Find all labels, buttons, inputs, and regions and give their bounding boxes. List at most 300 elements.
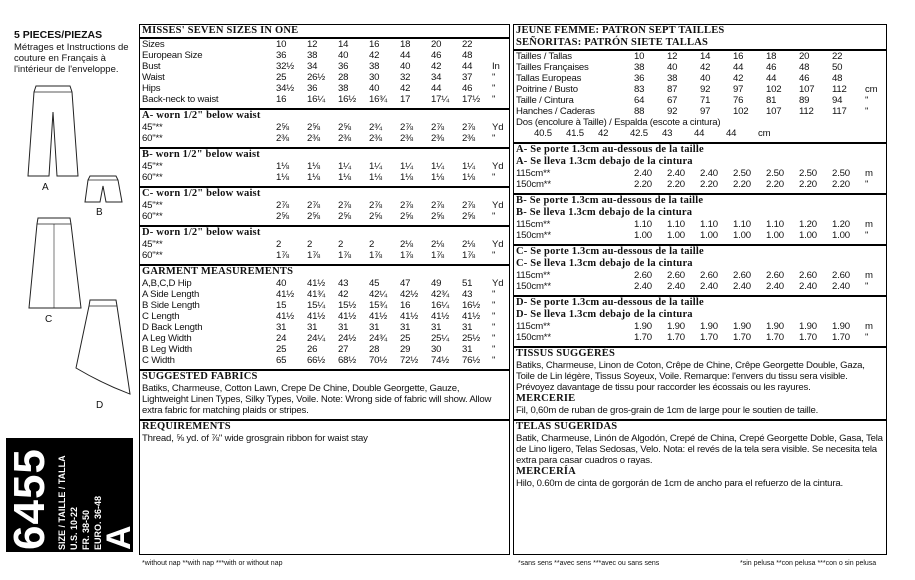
cell: 2⅝ <box>462 211 475 222</box>
cell: 94 <box>832 95 843 106</box>
cell: 31 <box>400 322 411 333</box>
cell: 2.40 <box>832 281 850 292</box>
cell: 1⅞ <box>462 250 475 261</box>
cell: 41½ <box>276 289 295 300</box>
yardage-row <box>514 321 886 332</box>
cell: 26 <box>307 344 318 355</box>
cell: 2.40 <box>634 168 652 179</box>
row-label <box>514 128 534 139</box>
cell: 16½ <box>338 94 357 105</box>
cell: 20 <box>431 39 442 50</box>
row-label: Hanches / Caderas <box>516 106 595 117</box>
cell: 76½ <box>462 355 481 366</box>
cell: m <box>865 219 873 230</box>
row-label: Back-neck to waist <box>142 94 219 105</box>
cell: 42¼ <box>369 289 388 300</box>
requirements-text: Thread, ⅝ yd. of ⅞" wide grosgrain ribbon for waist stay <box>142 433 368 444</box>
cell: " <box>492 133 496 144</box>
tissus-text: Batiks, Charmeuse, Linon de Coton, Crêpe de Chine, Crêpe Georgette Double, Gaza, Toile de Lin légère, Tissus Soyeux, Voile. Remarque: l'envers du tissu sera visible. Prévoyez davantage de tissu pour raccorder les écossais ou les rayures. <box>516 360 865 393</box>
cell: 34½ <box>276 83 295 94</box>
cell: 15½ <box>338 300 357 311</box>
cell: 40 <box>369 83 380 94</box>
cell: 46 <box>462 83 473 94</box>
cell: 1.90 <box>733 321 751 332</box>
view-a-illustration <box>26 84 80 180</box>
cell: 1⅞ <box>276 250 289 261</box>
cell: 25¼ <box>431 333 450 344</box>
cell: 1.90 <box>799 321 817 332</box>
cell: 1⅛ <box>276 172 289 183</box>
cell: 14 <box>338 39 349 50</box>
cell: 42½ <box>400 289 419 300</box>
misses-footnote: *without nap **with nap ***with or without nap <box>142 560 283 567</box>
cell: 18 <box>400 39 411 50</box>
view-d-label: D <box>96 400 104 411</box>
misses-size-chart <box>139 24 510 555</box>
requirements-title: REQUIREMENTS <box>140 419 509 433</box>
cell <box>865 62 885 73</box>
cell: 27 <box>338 344 349 355</box>
cell: 2.20 <box>634 179 652 190</box>
body-measure-row <box>140 72 509 83</box>
cell: 102 <box>766 84 782 95</box>
cell: 1⅞ <box>369 250 382 261</box>
french-footnote: *sans sens **avec sens ***avec ou sans sens <box>518 560 660 567</box>
cell: 41½ <box>338 311 357 322</box>
cell: 44 <box>726 128 737 139</box>
row-label: 115cm** <box>516 219 551 230</box>
cell: 42 <box>733 73 744 84</box>
cell: 2⅞ <box>276 200 289 211</box>
cell: 36 <box>307 83 318 94</box>
row-label: Tailles Françaises <box>516 62 589 73</box>
cell: 1.90 <box>667 321 685 332</box>
view-c-label: C <box>45 314 53 325</box>
cell: 41½ <box>431 311 450 322</box>
garment-row <box>140 300 509 311</box>
cell: 30 <box>369 72 380 83</box>
cell: 76 <box>733 95 744 106</box>
row-label: Hips <box>142 83 161 94</box>
cell: 2.50 <box>799 168 817 179</box>
cell <box>492 50 512 61</box>
cell: 44 <box>462 61 473 72</box>
body-measure-row <box>140 61 509 72</box>
misses-title: MISSES' SEVEN SIZES IN ONE <box>140 25 509 39</box>
cell: " <box>492 355 496 366</box>
cell: 1¼ <box>338 161 351 172</box>
cell: 2⅝ <box>307 211 320 222</box>
cell: 2.40 <box>700 168 718 179</box>
left-panel <box>0 0 140 580</box>
cell: 1.00 <box>700 230 718 241</box>
cell: 2.60 <box>832 270 850 281</box>
cell: " <box>865 281 869 292</box>
telas-text: Batik, Charmeuse, Linón de Algodón, Crepé de China, Crepé Georgette Doble, Gasa, Tela de Lino ligero, Telas Sedosas, Velo. Nota: el revés de la tela sera visible. Se necesita tela extra para casar cuadros o rayas. <box>516 433 883 466</box>
cell: 71 <box>700 95 711 106</box>
garment-row <box>140 322 509 333</box>
yardage-row <box>140 239 509 250</box>
size-euro: EURO. 36-48 <box>93 495 103 550</box>
cell: 46 <box>799 73 810 84</box>
cell: 2⅜ <box>431 133 444 144</box>
cell: 17¼ <box>431 94 450 105</box>
cell: 1¼ <box>431 161 444 172</box>
cell: 40 <box>667 62 678 73</box>
cell: 1¼ <box>369 161 382 172</box>
spanish-title: SEÑORITAS: PATRÓN SIETE TALLAS <box>514 37 886 51</box>
cell: 112 <box>799 106 814 117</box>
cell: 26½ <box>307 72 326 83</box>
cell: 2⅜ <box>307 133 320 144</box>
cell: 34 <box>431 72 442 83</box>
cell: 42.5 <box>630 128 648 139</box>
cell: 2.20 <box>766 179 784 190</box>
cell: 43 <box>662 128 673 139</box>
body-measure-row <box>514 84 886 95</box>
cell: 1.10 <box>634 219 652 230</box>
row-label: 45"** <box>142 122 163 133</box>
cell: 1.00 <box>733 230 751 241</box>
cell: 43 <box>462 289 473 300</box>
cell: 92 <box>700 84 711 95</box>
cell: 41½ <box>369 311 388 322</box>
cell: cm <box>758 128 771 139</box>
row-label: 115cm** <box>516 321 551 332</box>
cell: 1⅛ <box>307 161 320 172</box>
cell: 1.90 <box>832 321 850 332</box>
body-measure-row <box>514 95 886 106</box>
cell: 2.50 <box>733 168 751 179</box>
cell: 2¾ <box>369 122 382 133</box>
cell: 1.90 <box>700 321 718 332</box>
cell: 66½ <box>307 355 326 366</box>
row-label: European Size <box>142 50 203 61</box>
cell: 38 <box>307 50 318 61</box>
cell: 40 <box>338 50 349 61</box>
cell: 2.40 <box>799 281 817 292</box>
cell: Yd <box>492 200 504 211</box>
cell: 1⅞ <box>431 250 444 261</box>
cell: 70½ <box>369 355 388 366</box>
cell: 1⅛ <box>400 172 413 183</box>
cell: 36 <box>338 61 349 72</box>
row-label: A Leg Width <box>142 333 192 344</box>
cell: 102 <box>733 106 749 117</box>
suggested-fabrics-title: SUGGESTED FABRICS <box>140 369 509 383</box>
cell: 1.70 <box>634 332 652 343</box>
yardage-row <box>140 122 509 133</box>
cell: 15¾ <box>369 300 388 311</box>
size-view-letter: A <box>100 525 138 550</box>
cell: 1⅛ <box>462 172 475 183</box>
telas-title: TELAS SUGERIDAS <box>514 419 886 433</box>
cell: 24 <box>276 333 287 344</box>
view-yardage-title-fr: C- Se porte 1.3cm au-dessous de la taille <box>514 244 886 258</box>
merceria-title: MERCERÍA <box>516 466 576 477</box>
cell: 22 <box>832 51 843 62</box>
cell: " <box>492 333 496 344</box>
view-b-illustration <box>84 174 124 206</box>
cell: " <box>492 72 496 83</box>
pattern-number: 6455 <box>5 448 54 550</box>
cell: 25 <box>276 344 287 355</box>
cell: 2⅝ <box>400 211 413 222</box>
cell: 2⅝ <box>276 122 289 133</box>
row-label: A Side Length <box>142 289 200 300</box>
cell: m <box>865 270 873 281</box>
cell: 31 <box>276 322 287 333</box>
cell: 2⅛ <box>431 239 444 250</box>
cell: 10 <box>634 51 645 62</box>
row-label: B Leg Width <box>142 344 193 355</box>
cell: 42 <box>598 128 609 139</box>
cell: 112 <box>832 84 847 95</box>
cell: 1⅛ <box>338 172 351 183</box>
cell: 1.00 <box>766 230 784 241</box>
cell: 36 <box>276 50 287 61</box>
row-label: Tallas Europeas <box>516 73 582 84</box>
cell: 2⅛ <box>400 239 413 250</box>
cell <box>492 39 512 50</box>
cell: 16 <box>276 94 287 105</box>
cell: 87 <box>667 84 678 95</box>
cell: 31 <box>369 322 380 333</box>
yardage-row <box>140 133 509 144</box>
row-label: 115cm** <box>516 168 551 179</box>
cell: Yd <box>492 278 504 289</box>
row-label: Sizes <box>142 39 165 50</box>
cell: 2⅝ <box>369 211 382 222</box>
cell: 12 <box>307 39 318 50</box>
cell: 1.10 <box>733 219 751 230</box>
cell: 42¾ <box>431 289 450 300</box>
cell: 31 <box>462 322 473 333</box>
cell: 64 <box>634 95 645 106</box>
cell: 1⅛ <box>369 172 382 183</box>
cell: 2.20 <box>667 179 685 190</box>
cell: 24¾ <box>369 333 388 344</box>
row-label: Tailles / Tallas <box>516 51 572 62</box>
garment-measurements-title: GARMENT MEASUREMENTS <box>140 264 509 278</box>
cell: " <box>492 344 496 355</box>
cell: 28 <box>369 344 380 355</box>
cell: 2.20 <box>700 179 718 190</box>
cell: 2⅞ <box>369 200 382 211</box>
cell: 42 <box>431 61 442 72</box>
cell: 2⅝ <box>307 122 320 133</box>
cell: 92 <box>667 106 678 117</box>
yardage-row <box>514 281 886 292</box>
cell: " <box>492 250 496 261</box>
cell: 1.10 <box>700 219 718 230</box>
cell: 1.70 <box>667 332 685 343</box>
cell: 48 <box>799 62 810 73</box>
cell: m <box>865 168 873 179</box>
cell: 1¼ <box>462 161 475 172</box>
cell: 2⅞ <box>462 200 475 211</box>
cell: 1.70 <box>733 332 751 343</box>
cell: 34 <box>307 61 318 72</box>
cell: 2.20 <box>799 179 817 190</box>
body-measure-row <box>140 83 509 94</box>
yardage-row <box>514 168 886 179</box>
tissus-title: TISSUS SUGGÉRÉS <box>514 346 886 360</box>
yardage-row <box>514 179 886 190</box>
yardage-row <box>514 230 886 241</box>
size-us: U.S. 10-22 <box>69 506 79 550</box>
cell <box>865 73 885 84</box>
cell: 38 <box>369 61 380 72</box>
cell: " <box>492 311 496 322</box>
cell: 24½ <box>338 333 357 344</box>
cell: 51 <box>462 278 473 289</box>
cell: 1.00 <box>634 230 652 241</box>
size-label: SIZE / TAILLE / TALLA <box>57 455 67 550</box>
cell: 107 <box>766 106 782 117</box>
cell: 2.40 <box>766 281 784 292</box>
cell: 41.5 <box>566 128 584 139</box>
cell: 1.90 <box>766 321 784 332</box>
view-b-label: B <box>96 207 103 218</box>
body-measure-row <box>514 51 886 62</box>
cell: 43 <box>338 278 349 289</box>
view-yardage-title-fr: A- Se porte 1.3cm au-dessous de la taille <box>514 142 886 156</box>
cell: 2.50 <box>832 168 850 179</box>
cell: 2⅝ <box>338 211 351 222</box>
cell: 88 <box>634 106 645 117</box>
cell: 2.50 <box>766 168 784 179</box>
cell: 31 <box>462 344 473 355</box>
cell: 38 <box>338 83 349 94</box>
yardage-row <box>140 211 509 222</box>
french-spanish-size-chart <box>513 24 887 555</box>
view-yardage-title-es: B- Se lleva 1.3cm debajo de la cintura <box>516 207 693 218</box>
cell: 2.40 <box>733 281 751 292</box>
row-label: D Back Length <box>142 322 203 333</box>
cell: 31 <box>307 322 318 333</box>
garment-row <box>140 289 509 300</box>
cell: 49 <box>431 278 442 289</box>
cell: 15 <box>276 300 287 311</box>
cell: 97 <box>733 84 744 95</box>
cell: 1⅞ <box>400 250 413 261</box>
cell: 17½ <box>462 94 481 105</box>
cell: Yd <box>492 122 504 133</box>
back-neck-row <box>514 128 886 139</box>
mercerie-title: MERCERIE <box>516 393 576 404</box>
row-label: 60"** <box>142 211 163 222</box>
sizes-row <box>140 39 509 50</box>
cell: 24¼ <box>307 333 326 344</box>
cell: 36 <box>634 73 645 84</box>
view-yardage-title: B- worn 1/2" below waist <box>140 147 509 161</box>
cell: 20 <box>799 51 810 62</box>
cell: 1.10 <box>667 219 685 230</box>
row-label: C Length <box>142 311 180 322</box>
cell: 1.00 <box>799 230 817 241</box>
body-measure-row <box>140 50 509 61</box>
cell: 2⅞ <box>462 122 475 133</box>
view-yardage-title: C- worn 1/2" below waist <box>140 186 509 200</box>
cell: 89 <box>799 95 810 106</box>
view-yardage-title-es: C- Se lleva 1.3cm debajo de la cintura <box>516 258 693 269</box>
cell: 2⅝ <box>431 211 444 222</box>
cell: 18 <box>766 51 777 62</box>
cell: 2.20 <box>832 179 850 190</box>
cell: 38 <box>667 73 678 84</box>
cell: 2⅜ <box>276 133 289 144</box>
cell: 1.90 <box>634 321 652 332</box>
cell: 1.00 <box>667 230 685 241</box>
spanish-footnote: *sin pelusa **con pelusa ***con o sin pelusa <box>740 560 877 567</box>
cell: 44 <box>400 50 411 61</box>
yardage-row <box>514 219 886 230</box>
cell: " <box>492 83 496 94</box>
cell: 2.40 <box>667 281 685 292</box>
cell: 72½ <box>400 355 419 366</box>
body-measure-row <box>514 62 886 73</box>
row-label: 115cm** <box>516 270 551 281</box>
cell: 44 <box>766 73 777 84</box>
cell: 1⅛ <box>307 172 320 183</box>
cell: 67 <box>667 95 678 106</box>
cell: 41½ <box>400 311 419 322</box>
cell: 25 <box>276 72 287 83</box>
cell: 1⅛ <box>276 161 289 172</box>
cell: 2.20 <box>733 179 751 190</box>
garment-row <box>140 333 509 344</box>
view-yardage-title-es: A- Se lleva 1.3cm debajo de la cintura <box>516 156 693 167</box>
cell: 2⅞ <box>431 122 444 133</box>
cell: 2⅜ <box>338 133 351 144</box>
cell: 2.60 <box>766 270 784 281</box>
cell: 2⅞ <box>400 200 413 211</box>
cell: Yd <box>492 161 504 172</box>
row-label: 150cm** <box>516 332 551 343</box>
cell: 2 <box>369 239 375 250</box>
cell: 1.70 <box>799 332 817 343</box>
view-d-illustration <box>74 298 132 398</box>
cell: 40 <box>276 278 287 289</box>
cell: 16¾ <box>369 94 388 105</box>
cell: 25 <box>400 333 411 344</box>
cell: 42 <box>338 289 349 300</box>
cell: 2⅞ <box>431 200 444 211</box>
row-label: 150cm** <box>516 179 551 190</box>
cell: 117 <box>832 106 847 117</box>
cell: 2⅞ <box>400 122 413 133</box>
yardage-row <box>140 172 509 183</box>
garment-row <box>140 278 509 289</box>
row-label: A,B,C,D Hip <box>142 278 192 289</box>
cell: 2 <box>276 239 282 250</box>
yardage-row <box>140 250 509 261</box>
cell: 42 <box>400 83 411 94</box>
cell: 97 <box>700 106 711 117</box>
cell: 41½ <box>307 311 326 322</box>
cell: " <box>865 179 869 190</box>
mercerie-text: Fil, 0,60m de ruban de gros-grain de 1cm de large pour le soutien de taille. <box>516 405 819 416</box>
cell: " <box>865 106 869 117</box>
cell: 2.60 <box>634 270 652 281</box>
cell: 37 <box>462 72 473 83</box>
yardage-row <box>140 161 509 172</box>
cell: 2⅞ <box>307 200 320 211</box>
cell: 31 <box>338 322 349 333</box>
cell: 2.60 <box>733 270 751 281</box>
row-label: Taille / Cintura <box>516 95 574 106</box>
